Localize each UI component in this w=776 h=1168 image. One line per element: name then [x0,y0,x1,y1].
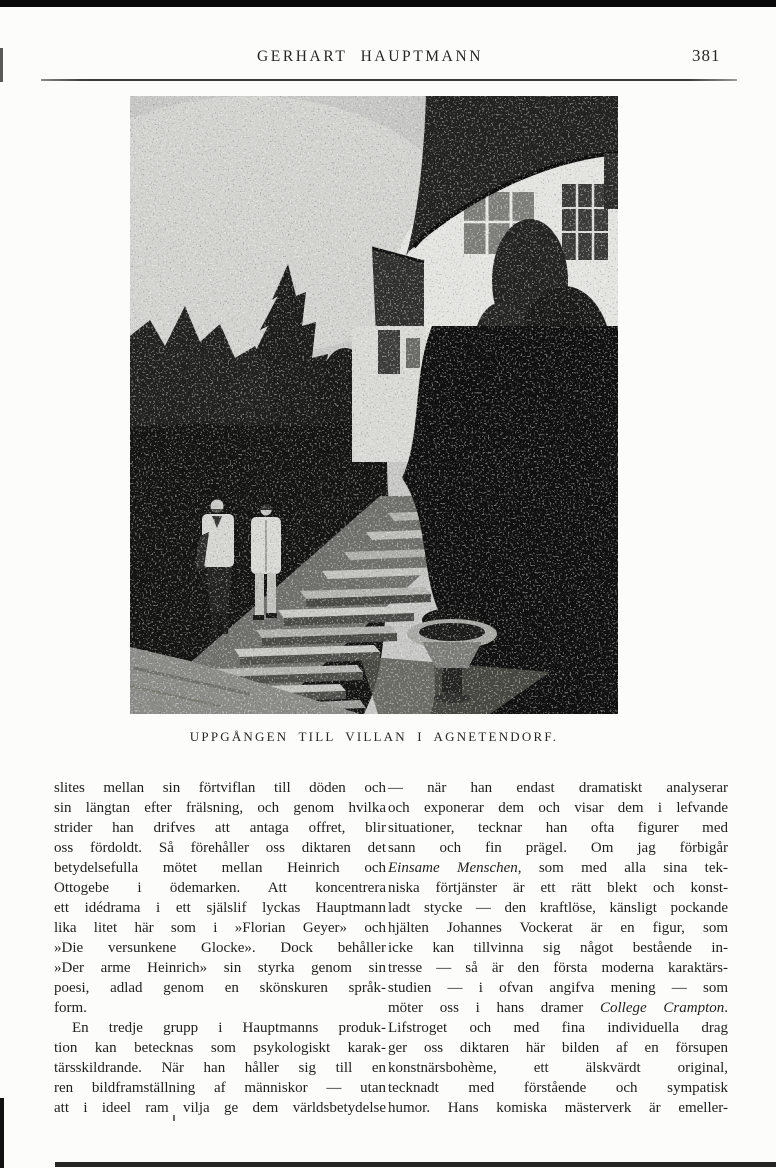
page-number: 381 [692,46,721,65]
text-line: »Die versunkene Glocke». Dock behåller [54,940,386,956]
text-line: tion kan betecknas som psykologiskt karak- [54,1040,386,1056]
text-line: möter oss i hans dramer College Crampton. [388,1000,728,1016]
text-line: oss fördoldt. Så förehåller oss diktaren det [54,840,386,856]
text-line: »Der arme Heinrich» sin styrka genom sin [54,960,386,976]
text-line: betydelsefulla mötet mellan Heinrich och [54,860,386,876]
text-line: Lifstroget och med fina individuella drag [388,1020,728,1036]
text-line: lika litet här som i »Florian Geyer» och [54,920,386,936]
text-line: En tredje grupp i Hauptmanns produk- [72,1020,386,1036]
text-line: tärsskildrande. När han håller sig till en [54,1060,386,1076]
header-rule [41,79,737,81]
text-line: humor. Hans komiska mästerverk är emeller- [388,1100,728,1116]
text-line: ger oss diktaren här bilden af en försupen [388,1040,728,1056]
scan-edge-left [0,1098,4,1168]
text-line: tecknadt med förstående och sympatisk [388,1080,728,1096]
photo-villa-agnetendorf [130,96,618,714]
text-line: poesi, adlad genom en skönskuren språk- [54,980,386,996]
scan-edge-bottom [55,1162,776,1167]
grain-black [130,96,618,714]
text-line: konstnärsbohème, ett älskvärdt original, [388,1060,728,1076]
photo-canvas [130,96,618,714]
text-line: och exponerar dem och visar dem i lefvande [388,800,728,816]
text-line: slites mellan sin förtviflan till döden och [54,780,386,796]
text-line: Ottogebe i ödemarken. Att koncentrera [54,880,386,896]
text-line: sann och fin prägel. Om jag förbigår [388,840,728,856]
text-line: sin längtan efter frälsning, och genom hvilka [54,800,386,816]
text-column-right [388,778,728,1118]
text-line: studien — i ofvan angifva mening — som [388,980,728,996]
text-line: icke kan tillvinna sig något bestående in- [388,940,728,956]
text-line: form. [54,1000,87,1016]
text-line: situationer, tecknar han ofta figurer med [388,820,728,836]
text-line: tresse — så är den första moderna karaktärs- [388,960,728,976]
text-line: niska förtjänster är ett rätt blekt och konst- [388,880,728,896]
figure-caption: UPPGÅNGEN TILL VILLAN I AGNETENDORF. [189,729,559,744]
text-line: hjälten Johannes Vockerat är en figur, som [388,920,728,936]
text-line: strider han drifves att antaga offret, blir [54,820,386,836]
text-line: ren bildframställning af människor — utan [54,1080,386,1096]
text-line: ett idédrama i ett själslif lyckas Hauptmann [54,900,386,916]
text-line: — när han endast dramatiskt analyserar [388,780,728,796]
scan-edge-top [0,0,776,7]
text-line: ladt stycke — den kraftlöse, känsligt pockande [388,900,728,916]
text-column-left [54,778,386,1118]
text-line: att i ideel ram vilja ge dem världsbetydelse [54,1100,386,1116]
running-head-title: GERHART HAUPTMANN [256,48,484,65]
text-line: Einsame Menschen, som med alla sina tek- [388,860,728,876]
